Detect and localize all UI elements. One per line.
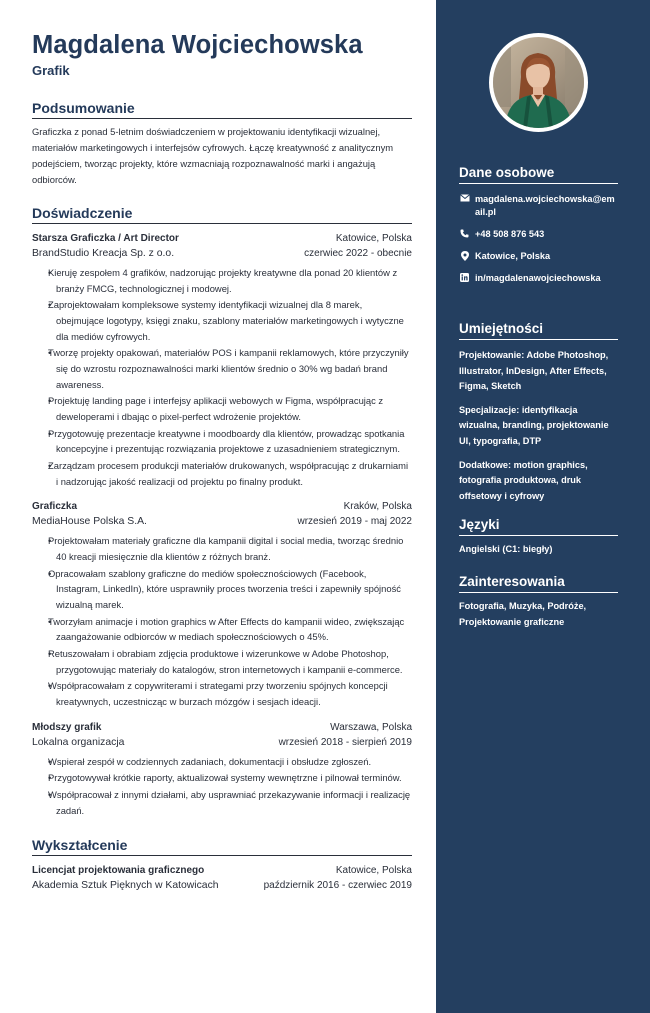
job-entry: [32, 720, 412, 819]
skill-item: Specjalizacje: identyfikacja wizualna, branding, projektowanie UI, typografia, DTP: [459, 404, 609, 446]
contact-linkedin[interactable]: [459, 272, 618, 285]
job-bullet: • Przygotowuję prezentacje kreatywne i moodboardy dla klientów, prowadząc spotkania koncepcyjne i prezentując rozwiązania projektowe z uzasadnieniem strategicznym.: [32, 426, 412, 457]
job-dates: wrzesień 2019 - maj 2022: [297, 516, 412, 528]
job-bullet: • Wspierał zespół w codziennych zadaniach, dokumentacji i obsłudze zgłoszeń.: [32, 754, 412, 770]
job-bullet: • Zarządzam procesem produkcji materiałów drukowanych, współpracując z drukarniami i nadzorując jakość realizacji od projektu po finalny produkt.: [32, 458, 412, 489]
job-company: MediaHouse Polska S.A.: [32, 516, 147, 528]
location-pin-icon: [459, 250, 470, 261]
job-bullet: • Projektowałam materiały graficzne dla kampanii digital i social media, tworząc średnio 40 kreacji miesięcznie dla klientów z różnych branż.: [32, 533, 412, 564]
contact-location-text: Katowice, Polska: [475, 251, 551, 261]
linkedin-icon: [459, 272, 470, 282]
job-bullet: • Kieruję zespołem 4 grafików, nadzorując projekty kreatywne dla ponad 20 klientów z branży FMCG, technologicznej i modowej.: [32, 265, 412, 296]
languages-heading: Języki: [459, 516, 618, 536]
skills-heading: Umiejętności: [459, 320, 618, 340]
languages-text: Angielski (C1: biegły): [459, 544, 553, 554]
contact-email[interactable]: [459, 193, 618, 219]
education-degree: Licencjat projektowania graficznego: [32, 865, 205, 877]
job-entry: [32, 499, 412, 709]
job-company: Lokalna organizacja: [32, 736, 125, 748]
sidebar: [436, 0, 650, 1013]
job-bullet: • Opracowałam szablony graficzne do mediów społecznościowych (Facebook, Instagram, LinkedIn), które usprawniły proces tworzenia treści i zapewniły spójność wizualną marek.: [32, 566, 412, 613]
summary-section: [32, 99, 412, 188]
job-role: Młodszy grafik: [32, 721, 102, 733]
education-section: [32, 836, 412, 893]
education-school: Akademia Sztuk Pięknych w Katowicach: [32, 880, 219, 892]
education-dates: październik 2016 - czerwiec 2019: [263, 880, 412, 892]
job-bullet: • Projektuję landing page i interfejsy aplikacji webowych w Figma, współpracując z deweloperami i dbając o pixel-perfect wdrożenie projektów.: [32, 393, 412, 424]
summary-heading: Podsumowanie: [32, 99, 412, 119]
candidate-title: Grafik: [32, 63, 70, 78]
experience-section: [32, 204, 412, 818]
contact-linkedin-text: in/magdalenawojciechowska: [475, 273, 601, 283]
job-bullets: [32, 533, 412, 709]
education-entry: [32, 863, 412, 893]
job-dates: wrzesień 2018 - sierpień 2019: [278, 736, 412, 748]
job-entry: [32, 231, 412, 489]
profile-photo-image: [493, 37, 584, 128]
interests-text: Fotografia, Muzyka, Podróże, Projektowanie graficzne: [459, 601, 587, 627]
mail-icon: [459, 193, 470, 202]
job-location: Kraków, Polska: [343, 501, 412, 513]
job-bullet: • Tworzyłam animacje i motion graphics w After Effects do kampanii wideo, zwiększając zaangażowanie odbiorców w mediach społecznościowych o 45%.: [32, 614, 412, 645]
personal-section: [459, 164, 618, 285]
job-role: Graficzka: [32, 501, 78, 513]
personal-heading: Dane osobowe: [459, 164, 618, 184]
job-company: BrandStudio Kreacja Sp. z o.o.: [32, 248, 175, 259]
job-bullet: • Retuszowałam i obrabiam zdjęcia produktowe i wizerunkowe w Adobe Photoshop, przygotowując materiały do katalogów, stron internetowych i kampanii e-commerce.: [32, 646, 412, 677]
interests-heading: Zainteresowania: [459, 573, 618, 593]
candidate-name: Magdalena Wojciechowska: [32, 31, 363, 59]
skill-item: Dodatkowe: motion graphics, fotografia produktowa, druk offsetowy i cyfrowy: [459, 459, 588, 501]
job-bullets: [32, 265, 412, 489]
phone-icon: [459, 228, 470, 238]
skills-section: [459, 320, 618, 504]
job-role: Starsza Graficzka / Art Director: [32, 233, 179, 244]
languages-section: [459, 516, 618, 558]
experience-heading: Doświadczenie: [32, 204, 412, 224]
job-location: Katowice, Polska: [335, 233, 412, 244]
summary-text: Graficzka z ponad 5-letnim doświadczeniem w projektowaniu identyfikacji wizualnej, materiałów marketingowych i interfejsów cyfrowych. Łączę kreatywność z analitycznym podejściem, tworząc projekty, które wzmacniają rozpoznawalność marki i angażują odbiorców.: [32, 126, 394, 185]
education-heading: Wykształcenie: [32, 836, 412, 856]
contact-location: [459, 250, 618, 263]
skill-item: Projektowanie: Adobe Photoshop, Illustrator, InDesign, After Effects, Figma, Sketch: [459, 350, 609, 392]
job-bullets: [32, 754, 412, 819]
contact-email-text: magdalena.wojciechowska@email.pl: [475, 194, 615, 217]
interests-section: [459, 573, 618, 630]
contact-phone[interactable]: [459, 228, 618, 241]
job-bullet: • Współpracowałam z copywriterami i strategami przy tworzeniu spójnych koncepcji kreatywnych, uczestnicząc w burzach mózgów i sesjach ideacji.: [32, 678, 412, 709]
job-bullet: • Współpracował z innymi działami, aby usprawniać przekazywanie informacji i realizację zadań.: [32, 787, 412, 818]
job-dates: czerwiec 2022 - obecnie: [304, 248, 412, 259]
job-bullet: • Przygotowywał krótkie raporty, aktualizował systemy wewnętrzne i pilnował terminów.: [32, 770, 412, 786]
job-bullet: • Tworzę projekty opakowań, materiałów POS i kampanii reklamowych, które przyczyniły się do wzrostu rozpoznawalności marki klientów średnio o 30% wg badań brand awareness.: [32, 345, 412, 392]
education-location: Katowice, Polska: [335, 865, 412, 877]
job-bullet: • Zaprojektowałam kompleksowe systemy identyfikacji wizualnej dla 8 marek, obejmujące logotypy, księgi znaku, szablony materiałów marketingowych i wytyczne dla mediów cyfrowych.: [32, 297, 412, 344]
contact-phone-text: +48 508 876 543: [475, 229, 545, 239]
profile-photo: [489, 33, 588, 132]
job-location: Warszawa, Polska: [330, 721, 412, 733]
